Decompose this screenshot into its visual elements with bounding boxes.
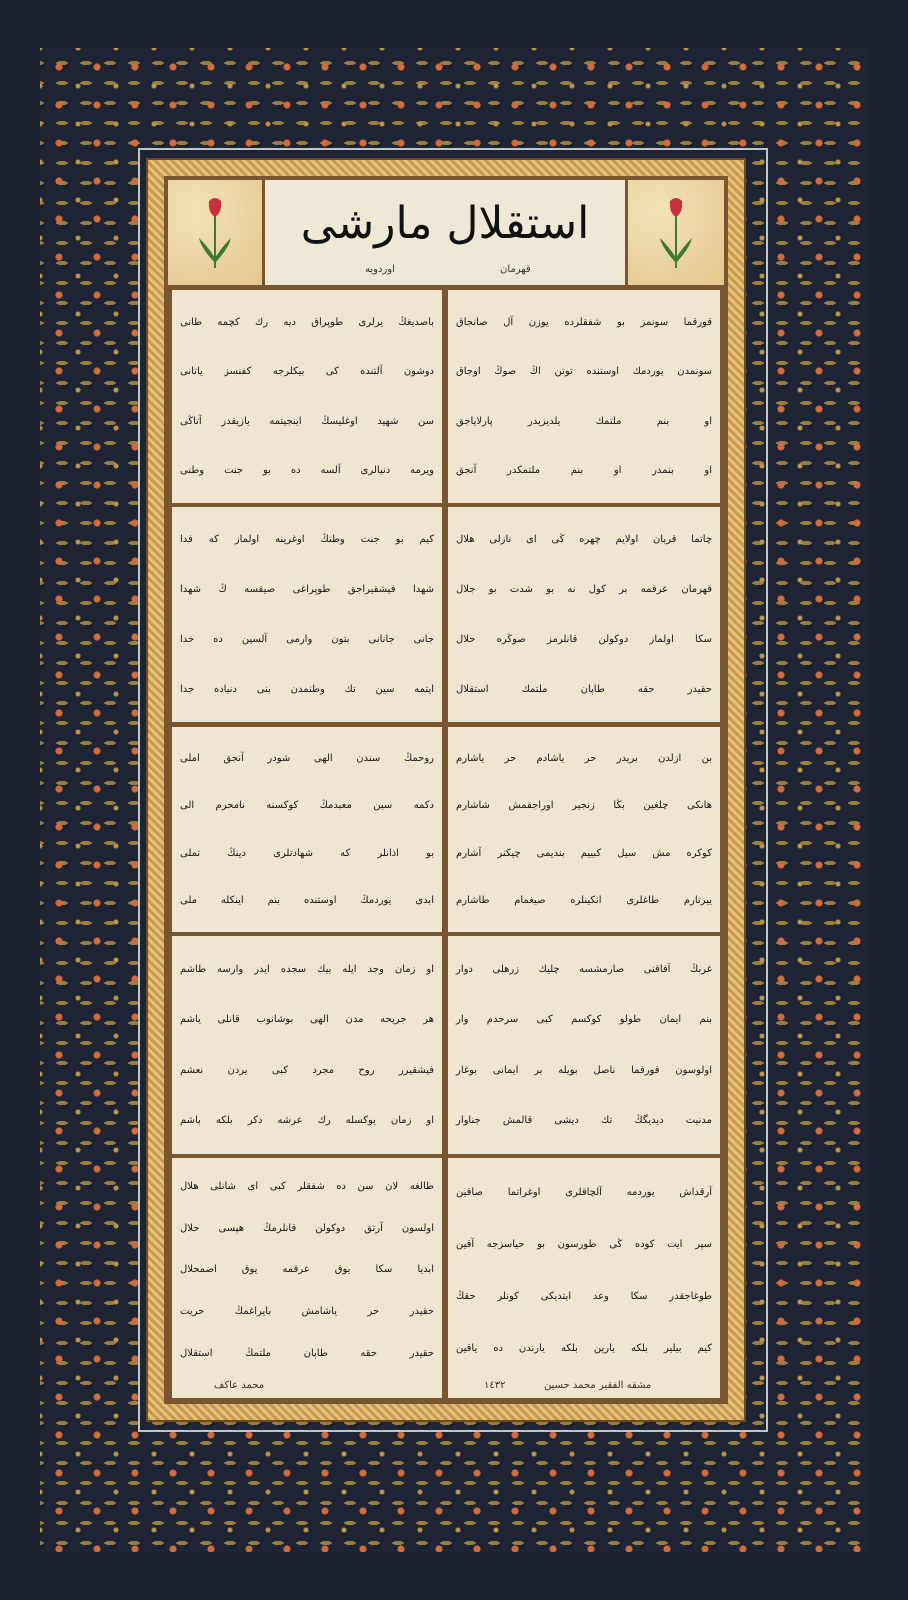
verse-line: حقيدر حقه طاپان ملتمك استقلال	[456, 683, 712, 695]
stanza-3	[448, 507, 720, 722]
stanza-2	[172, 290, 442, 503]
verse-line: فيشقيرر روح مجرد كبى يردن نعشم	[180, 1064, 434, 1076]
stanza-8	[172, 936, 442, 1154]
verse-line: اولوسون قورقما ناصل بويله بر ايمانى بوغار	[456, 1064, 712, 1076]
verse-line: مدنيت ديديگڭ تك ديشى قالمش جناوار	[456, 1115, 712, 1127]
verse-line: ابديا سكا يوق عرقمه يوق اضمحلال	[180, 1264, 434, 1276]
verse-line: سپر ايت كوده ڭى طورسون بو حياسزجه آقين	[456, 1238, 712, 1250]
verse-line: دكمه سين معبدمڭ كوكسنه نامحرم الى	[180, 800, 434, 812]
verse-line: دوشون آلتنده كى بيكلرجه كفنسز ياتانى	[180, 366, 434, 378]
verse-line: سكا اولماز دوكولن قانلرمز صوڭره حلال	[456, 633, 712, 645]
verse-line: اولسون آرتق دوكولن قانلرمڭ هپسى حلال	[180, 1222, 434, 1234]
verse-line: هانكى چلغين بڭا زنجير اوراجقمش شاشارم	[456, 800, 712, 812]
title-subtitle-left: اوردويه	[365, 264, 395, 275]
stanza-9	[448, 1158, 720, 1398]
verse-line: آرقداش يوردمه آلچاقلرى اوغراتما صاقين	[456, 1186, 712, 1198]
tulip-icon	[656, 193, 696, 273]
verse-line: باصديغڭ يرلرى طوپراق ديه رك كچمه طانى	[180, 317, 434, 329]
verse-line: حقيدر حر ياشامش بايراغمڭ حريت	[180, 1306, 434, 1318]
date: ١٤٣٢	[484, 1380, 506, 1391]
verse-line: جانى جانانى بتون وارمى آلسين ده خدا	[180, 633, 434, 645]
verse-line: قورقما سونمز بو شفقلرده يوزن آل صانجاق	[456, 317, 712, 329]
verse-line: حقيدر حقه طاپان ملتمڭ استقلال	[180, 1347, 434, 1359]
verse-line: ييرتارم طاغلرى انكينلره صيغمام طاشارم	[456, 894, 712, 906]
tulip-panel-left	[168, 180, 262, 285]
verse-line: او زمان وجد ايله بيك سجده ايدر وارسه طاشم	[180, 963, 434, 975]
verse-line: ويرمه دنيالرى آلسه ده بو جنت وطنى	[180, 464, 434, 476]
tulip-icon	[195, 193, 235, 273]
verse-line: روحمڭ سندن الهى شودر آنجق املى	[180, 753, 434, 765]
stanza-7	[448, 936, 720, 1154]
verse-line: كوكره مش سيل كبييم بندیمی چيكنر آشارم	[456, 847, 712, 859]
verse-line: طوغاجقدر سكا وعد ايتديكى كونلر حقڭ	[456, 1290, 712, 1302]
verse-line: سن شهيد اوغليسڭ اينجيتمه يازيقدر آتاڭى	[180, 415, 434, 427]
stanza-4	[172, 507, 442, 722]
title-cartouche	[265, 180, 625, 285]
calligrapher-signature: مشقه الفقير محمد حسين	[544, 1380, 652, 1391]
verse-line: بنم ايمان طولو كوكسم كبى سرحدم وار	[456, 1014, 712, 1026]
title: استقلال مارشى	[300, 198, 590, 249]
verse-line: طالغه لان سن ده شفقلر كبى اى شانلى هلال	[180, 1181, 434, 1193]
verse-line: سونمدن يوردمك اوستنده توتن اڭ صوڭ اوجاق	[456, 366, 712, 378]
verse-line: كيم بيلير بلكه يارين بلكه يارندن ده ياقين	[456, 1342, 712, 1354]
stanza-5	[448, 727, 720, 932]
verse-line: چاتما قربان اولايم چهره ڭى اى نازلى هلال	[456, 534, 712, 546]
stanza-6	[172, 727, 442, 932]
verse-line: ابدى يوردمڭ اوستنده بنم اينكله ملى	[180, 894, 434, 906]
stanza-10	[172, 1158, 442, 1398]
tulip-panel-right	[628, 180, 724, 285]
verse-line: كيم بو جنت وطنڭ اوغرينه اولماز كه فدا	[180, 534, 434, 546]
stanza-1	[448, 290, 720, 503]
verse-line: بن ازلدن بريدر حر ياشادم حر ياشارم	[456, 753, 712, 765]
verse-line: بو اذانلر كه شهادتلرى دينڭ تملى	[180, 847, 434, 859]
verse-line: او بنم ملتمك يلديزيدر پارلاياجق	[456, 415, 712, 427]
verse-line: غربڭ آفاقنى صارمشسه چليك زرهلى دوار	[456, 963, 712, 975]
title-subtitle-right: قهرمان	[500, 264, 531, 275]
verse-line: قهرمان عرقمه بر كول نه بو شدت بو جلال	[456, 584, 712, 596]
verse-line: شهدا فيشقيراجق طوپراغى صيقسه ڭ شهدا	[180, 584, 434, 596]
verse-line: او زمان يوكسله رك عرشه دكر بلكه باشم	[180, 1115, 434, 1127]
poet-signature: محمد عاكف	[214, 1380, 265, 1391]
verse-line: او بنمدر او بنم ملتمكدر آنجق	[456, 464, 712, 476]
verse-line: ايتمه سين تك وطنمدن بنى دنياده جدا	[180, 683, 434, 695]
verse-line: هر جريحه مدن الهى بوشانوب قانلى ياشم	[180, 1014, 434, 1026]
calligraphy-panel	[164, 176, 728, 1404]
